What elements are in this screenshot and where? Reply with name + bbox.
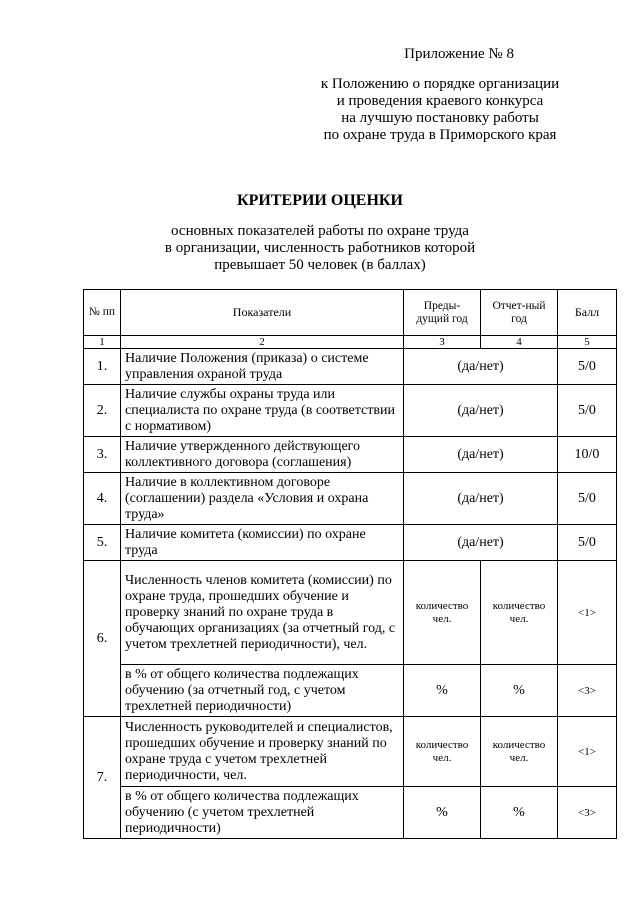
subheading-line: основных показателей работы по охране труда xyxy=(171,223,469,239)
header-prev-year: Преды-дущий год xyxy=(404,290,481,336)
header-score: Балл xyxy=(558,290,617,336)
header-indicator: Показатели xyxy=(121,290,404,336)
row-score: 5/0 xyxy=(558,349,617,385)
row-prev-year: % xyxy=(404,665,481,717)
subheading-line: превышает 50 человек (в баллах) xyxy=(214,257,426,273)
table-row xyxy=(84,665,617,717)
row-indicator: Наличие Положения (приказа) о системе управления охраной труда xyxy=(121,349,404,385)
row-num: 7. xyxy=(84,717,121,839)
row-value: (да/нет) xyxy=(404,349,558,385)
row-score: <3> xyxy=(558,665,617,717)
col-number: 5 xyxy=(558,336,617,349)
row-num: 5. xyxy=(84,525,121,561)
basis-line: по охране труда в Приморского края xyxy=(323,127,557,143)
row-report-year: % xyxy=(481,665,558,717)
row-prev-year: % xyxy=(404,787,481,839)
subheading-line: в организации, численность работников которой xyxy=(164,240,476,256)
basis-line: к Положению о порядке организации xyxy=(320,76,560,92)
row-indicator: Численность руководителей и специалистов, прошедших обучение и проверку знаний по охране труда с учетом трехлетней периодичности, чел. xyxy=(121,717,404,787)
basis-line: на лучшую постановку работы xyxy=(341,110,539,126)
col-number: 1 xyxy=(84,336,121,349)
row-report-year: % xyxy=(481,787,558,839)
row-indicator: Наличие комитета (комиссии) по охране труда xyxy=(121,525,404,561)
row-num: 1. xyxy=(84,349,121,385)
row-prev-year: количество чел. xyxy=(404,717,481,787)
header-report-year: Отчет-ный год xyxy=(481,290,558,336)
row-indicator: Наличие утвержденного действующего коллективного договора (соглашения) xyxy=(121,437,404,473)
document-subheading xyxy=(0,223,640,274)
row-score: 5/0 xyxy=(558,525,617,561)
table-row xyxy=(84,385,617,437)
row-num: 4. xyxy=(84,473,121,525)
row-num: 6. xyxy=(84,561,121,717)
row-indicator: Наличие в коллективном договоре (соглашении) раздела «Условия и охрана труда» xyxy=(121,473,404,525)
row-value: (да/нет) xyxy=(404,437,558,473)
row-indicator: Численность членов комитета (комиссии) по охране труда, прошедших обучение и проверку знаний по охране труда в обучающих организациях (за отчетный год, с учетом трехлетней периодичности), чел. xyxy=(121,561,404,665)
header-num: № пп xyxy=(84,290,121,336)
row-value: (да/нет) xyxy=(404,385,558,437)
basis-line: и проведения краевого конкурса xyxy=(336,93,544,109)
row-indicator: в % от общего количества подлежащих обучению (с учетом трехлетней периодичности) xyxy=(121,787,404,839)
row-score: <1> xyxy=(558,561,617,665)
row-report-year: количество чел. xyxy=(481,561,558,665)
table-row xyxy=(84,717,617,787)
row-num: 3. xyxy=(84,437,121,473)
table-row xyxy=(84,525,617,561)
row-prev-year: количество чел. xyxy=(404,561,481,665)
row-num: 2. xyxy=(84,385,121,437)
row-value: (да/нет) xyxy=(404,473,558,525)
row-value: (да/нет) xyxy=(404,525,558,561)
row-score: 5/0 xyxy=(558,385,617,437)
table-row xyxy=(84,561,617,665)
row-indicator: Наличие службы охраны труда или специалиста по охране труда (в соответствии с нормативом) xyxy=(121,385,404,437)
table-row xyxy=(84,473,617,525)
row-score: <1> xyxy=(558,717,617,787)
criteria-table xyxy=(83,289,617,839)
col-number: 4 xyxy=(481,336,558,349)
table-row xyxy=(84,787,617,839)
appendix-basis xyxy=(290,76,590,144)
row-indicator: в % от общего количества подлежащих обучению (за отчетный год, с учетом трехлетней периодичности) xyxy=(121,665,404,717)
col-number: 3 xyxy=(404,336,481,349)
appendix-header xyxy=(0,46,604,143)
table-row xyxy=(84,349,617,385)
row-score: 5/0 xyxy=(558,473,617,525)
col-number: 2 xyxy=(121,336,404,349)
row-score: 10/0 xyxy=(558,437,617,473)
table-row xyxy=(84,437,617,473)
row-score: <3> xyxy=(558,787,617,839)
document-heading: КРИТЕРИИ ОЦЕНКИ xyxy=(237,192,403,209)
appendix-title: Приложение № 8 xyxy=(404,46,514,62)
row-report-year: количество чел. xyxy=(481,717,558,787)
